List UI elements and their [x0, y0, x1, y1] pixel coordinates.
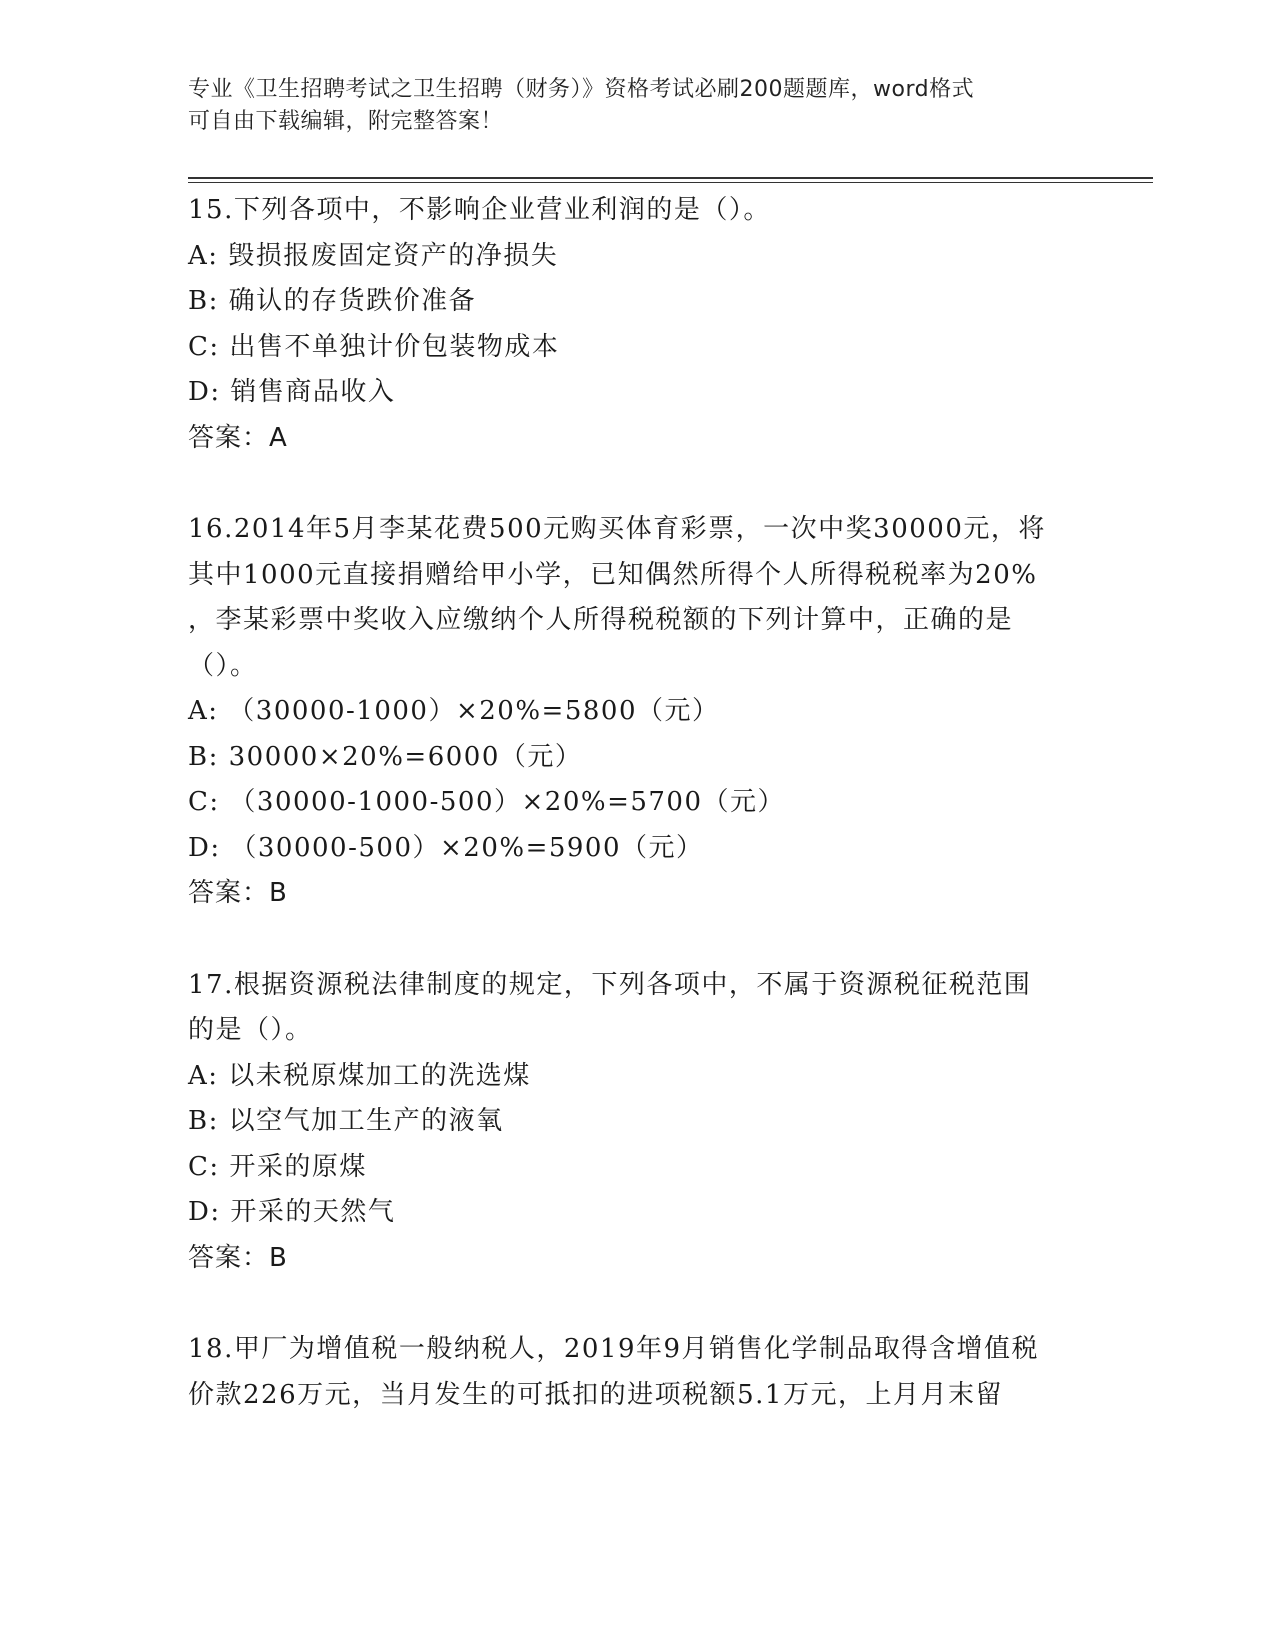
option-b: B: 以空气加工生产的液氧 [188, 1106, 504, 1136]
option-c: C: （30000-1000-500）×20%=5700（元） [188, 787, 786, 817]
question-text: 15.下列各项中，不影响企业营业利润的是（）。 [188, 195, 771, 225]
answer-text: 答案：B [188, 1242, 288, 1273]
question-spacer [188, 461, 1068, 507]
question-text: 17.根据资源税法律制度的规定，下列各项中，不属于资源税征税范围 [188, 969, 1032, 1000]
question-text: 其中1000元直接捐赠给甲小学，已知偶然所得个人所得税税率为20% [188, 559, 1038, 590]
answer-text: 答案：B [188, 878, 288, 908]
option-d: D: （30000-500）×20%=5900（元） [188, 832, 704, 863]
option-d: D: 销售商品收入 [188, 377, 396, 407]
question-text: 价款226万元，当月发生的可抵扣的进项税额5.1万元，上月月末留 [188, 1379, 1003, 1410]
header-divider-thin [188, 182, 1153, 183]
header-line-1: 专业《卫生招聘考试之卫生招聘（财务）》资格考试必刷200题题库，word格式 [188, 77, 975, 102]
header-line-2: 可自由下载编辑，附完整答案！ [188, 109, 504, 134]
option-c: C: 开采的原煤 [188, 1151, 367, 1182]
option-c: C: 出售不单独计价包装物成本 [188, 331, 560, 362]
question-16 [188, 507, 1068, 917]
option-b: B: 30000×20%=6000（元） [188, 741, 583, 772]
option-b: B: 确认的存货跌价准备 [188, 286, 477, 316]
page-header [188, 74, 1088, 138]
option-a: A: （30000-1000）×20%=5800（元） [188, 696, 720, 726]
option-d: D: 开采的天然气 [188, 1197, 396, 1227]
option-a: A: 毁损报废固定资产的净损失 [188, 240, 559, 271]
header-divider-thick [188, 177, 1153, 179]
answer-text: 答案：A [188, 422, 288, 453]
question-spacer [188, 917, 1068, 963]
question-text: ，李某彩票中奖收入应缴纳个人所得税税额的下列计算中，正确的是 [188, 605, 1014, 635]
question-text: （）。 [188, 650, 258, 681]
question-list [188, 188, 1068, 1418]
option-a: A: 以未税原煤加工的洗选煤 [188, 1060, 531, 1091]
question-15 [188, 188, 1068, 461]
question-text: 的是（）。 [188, 1015, 313, 1045]
question-text: 18.甲厂为增值税一般纳税人，2019年9月销售化学制品取得含增值税 [188, 1334, 1040, 1364]
question-18 [188, 1327, 1068, 1418]
question-text: 16.2014年5月李某花费500元购买体育彩票，一次中奖30000元，将 [188, 514, 1046, 544]
question-17 [188, 963, 1068, 1282]
question-spacer [188, 1281, 1068, 1327]
